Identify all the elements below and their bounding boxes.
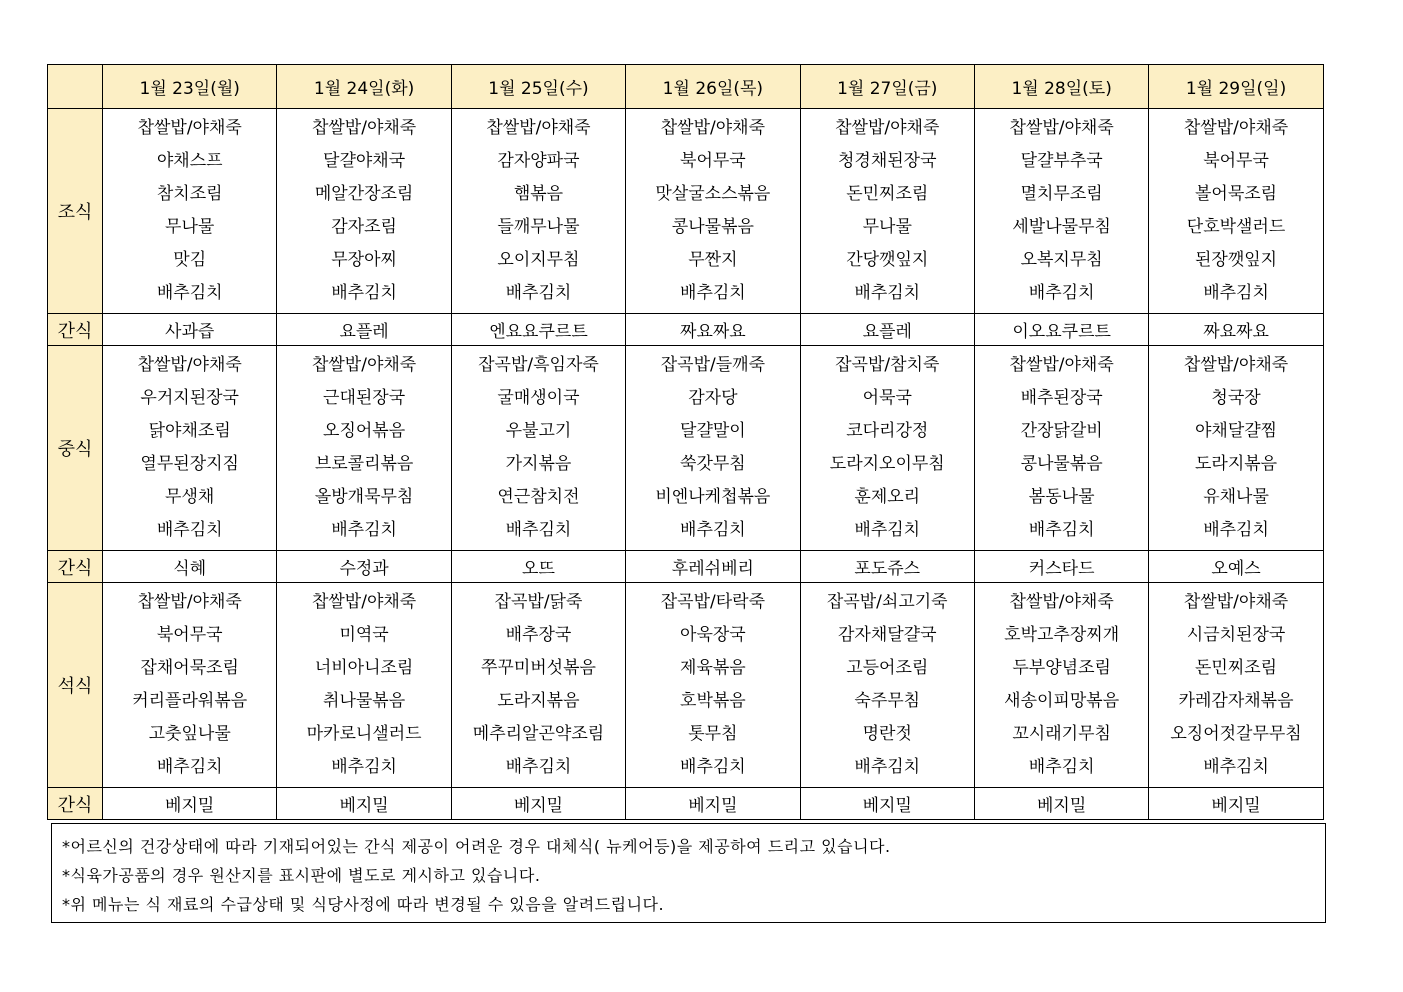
dish-item: 배추된장국 <box>1020 388 1103 408</box>
snack-cell: 짜요짜요 <box>626 314 800 346</box>
dish-item: 카레감자채볶음 <box>1178 691 1294 711</box>
meal-label-dinner: 석식 <box>48 583 103 788</box>
snack-cell: 베지밀 <box>800 788 974 820</box>
snack-cell: 짜요짜요 <box>1149 314 1323 346</box>
snack-cell: 요플레 <box>800 314 974 346</box>
dish-item: 햄볶음 <box>513 184 564 204</box>
dish-item: 콩나물볶음 <box>1020 454 1103 474</box>
dish-item: 오징어볶음 <box>323 421 406 441</box>
meal-cell <box>451 583 625 788</box>
dish-item: 배추김치 <box>1028 757 1095 777</box>
dish-item: 감자채달걀국 <box>837 625 937 645</box>
dish-item: 참치조림 <box>156 184 223 204</box>
dish-item: 배추김치 <box>331 757 397 777</box>
dish-item: 연근참치전 <box>497 487 580 507</box>
meal-cell <box>974 109 1148 314</box>
dish-item: 꼬시래기무침 <box>1012 724 1111 744</box>
lunch-row <box>48 346 1324 551</box>
meal-cell <box>451 109 625 314</box>
meal-cell <box>277 346 451 551</box>
dish-item: 잡곡밥/참치죽 <box>835 355 940 375</box>
dish-item: 쑥갓무침 <box>680 454 746 474</box>
dish-item: 호박볶음 <box>680 691 746 711</box>
dish-item: 콩나물볶음 <box>671 217 754 237</box>
meal-cell <box>103 583 277 788</box>
dish-item: 청국장 <box>1211 388 1261 408</box>
dish-item: 달걀부추국 <box>1020 151 1103 171</box>
dish-item: 도라지볶음 <box>497 691 580 711</box>
meal-cell <box>800 346 974 551</box>
dish-item: 커리플라워볶음 <box>132 691 248 711</box>
snack-row <box>48 551 1324 583</box>
snack-row <box>48 314 1324 346</box>
dish-item: 찹쌀밥/야채죽 <box>137 592 242 612</box>
dinner-row <box>48 583 1324 788</box>
dish-item: 어묵국 <box>862 388 912 408</box>
dish-item: 돈민찌조림 <box>1194 658 1278 678</box>
dish-item: 찹쌀밥/야채죽 <box>311 355 417 375</box>
meal-cell <box>103 346 277 551</box>
dish-item: 너비아니조림 <box>314 658 414 678</box>
date-header: 1월 29일(일) <box>1149 65 1323 109</box>
dish-item: 무나물 <box>165 217 215 237</box>
dish-item: 오복지무침 <box>1020 250 1103 270</box>
dish-item: 명란젓 <box>862 724 912 744</box>
dish-item: 찹쌀밥/야채죽 <box>835 118 940 138</box>
dish-item: 오이지무침 <box>497 250 580 270</box>
dish-item: 잡곡밥/흑임자죽 <box>478 355 599 375</box>
dish-item: 돈민찌조림 <box>846 184 929 204</box>
dish-item: 배추김치 <box>680 520 746 540</box>
meal-cell <box>277 583 451 788</box>
notes-box <box>51 823 1326 923</box>
dish-item: 북어무국 <box>1203 151 1269 171</box>
meal-cell <box>451 346 625 551</box>
dish-item: 찹쌀밥/야채죽 <box>1009 118 1114 138</box>
dish-item: 찹쌀밥/야채죽 <box>1183 355 1289 375</box>
dish-item: 비엔나케첩볶음 <box>655 487 771 507</box>
snack-cell: 포도쥬스 <box>800 551 974 583</box>
dish-item: 톳무침 <box>688 724 738 744</box>
dish-item: 배추김치 <box>156 283 223 303</box>
dish-item: 배추김치 <box>680 283 746 303</box>
dish-item: 찹쌀밥/야채죽 <box>486 118 591 138</box>
dish-item: 달걀말이 <box>680 421 746 441</box>
meal-cell <box>626 346 800 551</box>
dish-item: 봄동나물 <box>1028 487 1095 507</box>
meal-cell <box>1149 583 1323 788</box>
dish-item: 우불고기 <box>505 421 572 441</box>
snack-cell: 베지밀 <box>1149 788 1323 820</box>
snack-row <box>48 788 1324 820</box>
snack-cell: 후레쉬베리 <box>626 551 800 583</box>
dish-item: 간당깻잎지 <box>846 250 929 270</box>
note-line: *어르신의 건강상태에 따라 기재되어있는 간식 제공이 어려운 경우 대체식( 뉴케어등)을 제공하여 드리고 있습니다. <box>62 837 891 856</box>
dish-item: 배추장국 <box>505 625 572 645</box>
meal-cell <box>277 109 451 314</box>
date-header: 1월 24일(화) <box>277 65 451 109</box>
dish-item: 배추김치 <box>156 520 223 540</box>
dish-item: 고춧잎나물 <box>148 724 231 744</box>
dish-item: 찹쌀밥/야채죽 <box>1183 118 1289 138</box>
dish-item: 배추김치 <box>1028 283 1095 303</box>
meal-cell <box>103 109 277 314</box>
dish-item: 무나물 <box>862 217 912 237</box>
dish-item: 아욱장국 <box>680 625 746 645</box>
dish-item: 열무된장지짐 <box>140 454 239 474</box>
dish-item: 숙주무침 <box>854 691 921 711</box>
note-line: *위 메뉴는 식 재료의 수급상태 및 식당사정에 따라 변경될 수 있음을 알려드립니다. <box>62 895 665 914</box>
dish-item: 쭈꾸미버섯볶음 <box>480 658 596 678</box>
dish-item: 찹쌀밥/야채죽 <box>311 118 417 138</box>
snack-cell: 요플레 <box>277 314 451 346</box>
dish-item: 무장아찌 <box>331 250 397 270</box>
dish-item: 감자당 <box>688 388 738 408</box>
snack-cell: 사과즙 <box>103 314 277 346</box>
dish-item: 훈제오리 <box>854 487 921 507</box>
meal-label-breakfast: 조식 <box>48 109 103 314</box>
meal-label-snack: 간식 <box>48 788 103 820</box>
dish-item: 맛김 <box>173 250 207 270</box>
meal-label-lunch: 중식 <box>48 346 103 551</box>
dish-item: 배추김치 <box>505 520 572 540</box>
dish-item: 들깨무나물 <box>497 217 580 237</box>
meal-label-snack: 간식 <box>48 314 103 346</box>
weekly-menu-table <box>47 64 1324 820</box>
breakfast-row <box>48 109 1324 314</box>
dish-item: 잡곡밥/쇠고기죽 <box>826 592 948 612</box>
dish-item: 올방개묵무침 <box>314 487 414 507</box>
dish-item: 잡곡밥/들깨죽 <box>660 355 765 375</box>
snack-cell: 커스타드 <box>974 551 1148 583</box>
date-header: 1월 28일(토) <box>974 65 1148 109</box>
snack-cell: 식혜 <box>103 551 277 583</box>
snack-cell: 베지밀 <box>277 788 451 820</box>
dish-item: 배추김치 <box>1028 520 1095 540</box>
snack-cell: 오뜨 <box>451 551 625 583</box>
dish-item: 찹쌀밥/야채죽 <box>660 118 765 138</box>
dish-item: 가지볶음 <box>505 454 572 474</box>
dish-item: 세발나물무침 <box>1012 217 1111 237</box>
dish-item: 볼어묵조림 <box>1194 184 1278 204</box>
dish-item: 된장깻잎지 <box>1194 250 1278 270</box>
dish-item: 감자조림 <box>331 217 397 237</box>
snack-cell: 수정과 <box>277 551 451 583</box>
dish-item: 찹쌀밥/야채죽 <box>1009 592 1114 612</box>
dish-item: 코다리강정 <box>846 421 929 441</box>
date-header: 1월 27일(금) <box>800 65 974 109</box>
corner-cell <box>48 65 103 109</box>
dish-item: 잡채어묵조림 <box>140 658 239 678</box>
meal-cell <box>1149 346 1323 551</box>
snack-cell: 이오요쿠르트 <box>974 314 1148 346</box>
dish-item: 단호박샐러드 <box>1186 217 1286 237</box>
dish-item: 오징어젓갈무무침 <box>1170 724 1302 744</box>
dish-item: 간장닭갈비 <box>1020 421 1103 441</box>
dish-item: 닭야채조림 <box>148 421 231 441</box>
meal-cell <box>626 583 800 788</box>
note-line: *식육가공품의 경우 원산지를 표시판에 별도로 게시하고 있습니다. <box>62 866 541 885</box>
dish-item: 배추김치 <box>1203 520 1269 540</box>
dish-item: 취나물볶음 <box>323 691 406 711</box>
meal-cell <box>626 109 800 314</box>
meal-cell <box>800 583 974 788</box>
snack-cell: 베지밀 <box>626 788 800 820</box>
dish-item: 잡곡밥/닭죽 <box>494 592 583 612</box>
dish-item: 찹쌀밥/야채죽 <box>1183 592 1289 612</box>
dish-item: 새송이피망볶음 <box>1004 691 1120 711</box>
dish-item: 배추김치 <box>854 283 921 303</box>
meal-cell <box>1149 109 1323 314</box>
dish-item: 우거지된장국 <box>140 388 239 408</box>
dish-item: 찹쌀밥/야채죽 <box>137 355 242 375</box>
snack-cell: 베지밀 <box>451 788 625 820</box>
snack-cell: 베지밀 <box>974 788 1148 820</box>
snack-cell: 베지밀 <box>103 788 277 820</box>
dish-item: 야채달걀찜 <box>1194 421 1278 441</box>
date-header: 1월 26일(목) <box>626 65 800 109</box>
dish-item: 달걀야채국 <box>323 151 406 171</box>
dish-item: 찹쌀밥/야채죽 <box>1009 355 1114 375</box>
meal-cell <box>800 109 974 314</box>
dish-item: 도라지볶음 <box>1194 454 1278 474</box>
dish-item: 배추김치 <box>1203 283 1269 303</box>
dish-item: 북어무국 <box>156 625 223 645</box>
date-header: 1월 25일(수) <box>451 65 625 109</box>
dish-item: 찹쌀밥/야채죽 <box>137 118 242 138</box>
dish-item: 멸치무조림 <box>1020 184 1103 204</box>
dish-item: 무짠지 <box>688 250 738 270</box>
dish-item: 찹쌀밥/야채죽 <box>311 592 417 612</box>
dish-item: 굴매생이국 <box>497 388 580 408</box>
dish-item: 근대된장국 <box>323 388 406 408</box>
dish-item: 배추김치 <box>331 520 397 540</box>
dish-item: 두부양념조림 <box>1012 658 1111 678</box>
dish-item: 야채스프 <box>156 151 223 171</box>
dish-item: 배추김치 <box>680 757 746 777</box>
date-header-row <box>48 65 1324 109</box>
dish-item: 고등어조림 <box>846 658 929 678</box>
dish-item: 잡곡밥/타락죽 <box>660 592 765 612</box>
dish-item: 배추김치 <box>854 757 921 777</box>
dish-item: 도라지오이무침 <box>829 454 945 474</box>
dish-item: 배추김치 <box>331 283 397 303</box>
date-header: 1월 23일(월) <box>103 65 277 109</box>
dish-item: 무생채 <box>165 487 215 507</box>
dish-item: 마카로니샐러드 <box>306 724 422 744</box>
dish-item: 청경채된장국 <box>837 151 937 171</box>
dish-item: 호박고추장찌개 <box>1004 625 1120 645</box>
dish-item: 메알간장조림 <box>314 184 414 204</box>
dish-item: 제육볶음 <box>680 658 746 678</box>
meal-label-snack: 간식 <box>48 551 103 583</box>
dish-item: 북어무국 <box>680 151 746 171</box>
dish-item: 미역국 <box>339 625 389 645</box>
meal-cell <box>974 346 1148 551</box>
dish-item: 배추김치 <box>156 757 223 777</box>
meal-cell <box>974 583 1148 788</box>
dish-item: 배추김치 <box>854 520 921 540</box>
dish-item: 맛살굴소스볶음 <box>655 184 771 204</box>
dish-item: 브로콜리볶음 <box>314 454 414 474</box>
dish-item: 유채나물 <box>1203 487 1269 507</box>
snack-cell: 오예스 <box>1149 551 1323 583</box>
dish-item: 배추김치 <box>505 283 572 303</box>
dish-item: 메추리알곤약조림 <box>472 724 605 744</box>
snack-cell: 엔요요쿠르트 <box>451 314 625 346</box>
dish-item: 시금치된장국 <box>1186 625 1286 645</box>
dish-item: 감자양파국 <box>497 151 580 171</box>
dish-item: 배추김치 <box>1203 757 1269 777</box>
dish-item: 배추김치 <box>505 757 572 777</box>
